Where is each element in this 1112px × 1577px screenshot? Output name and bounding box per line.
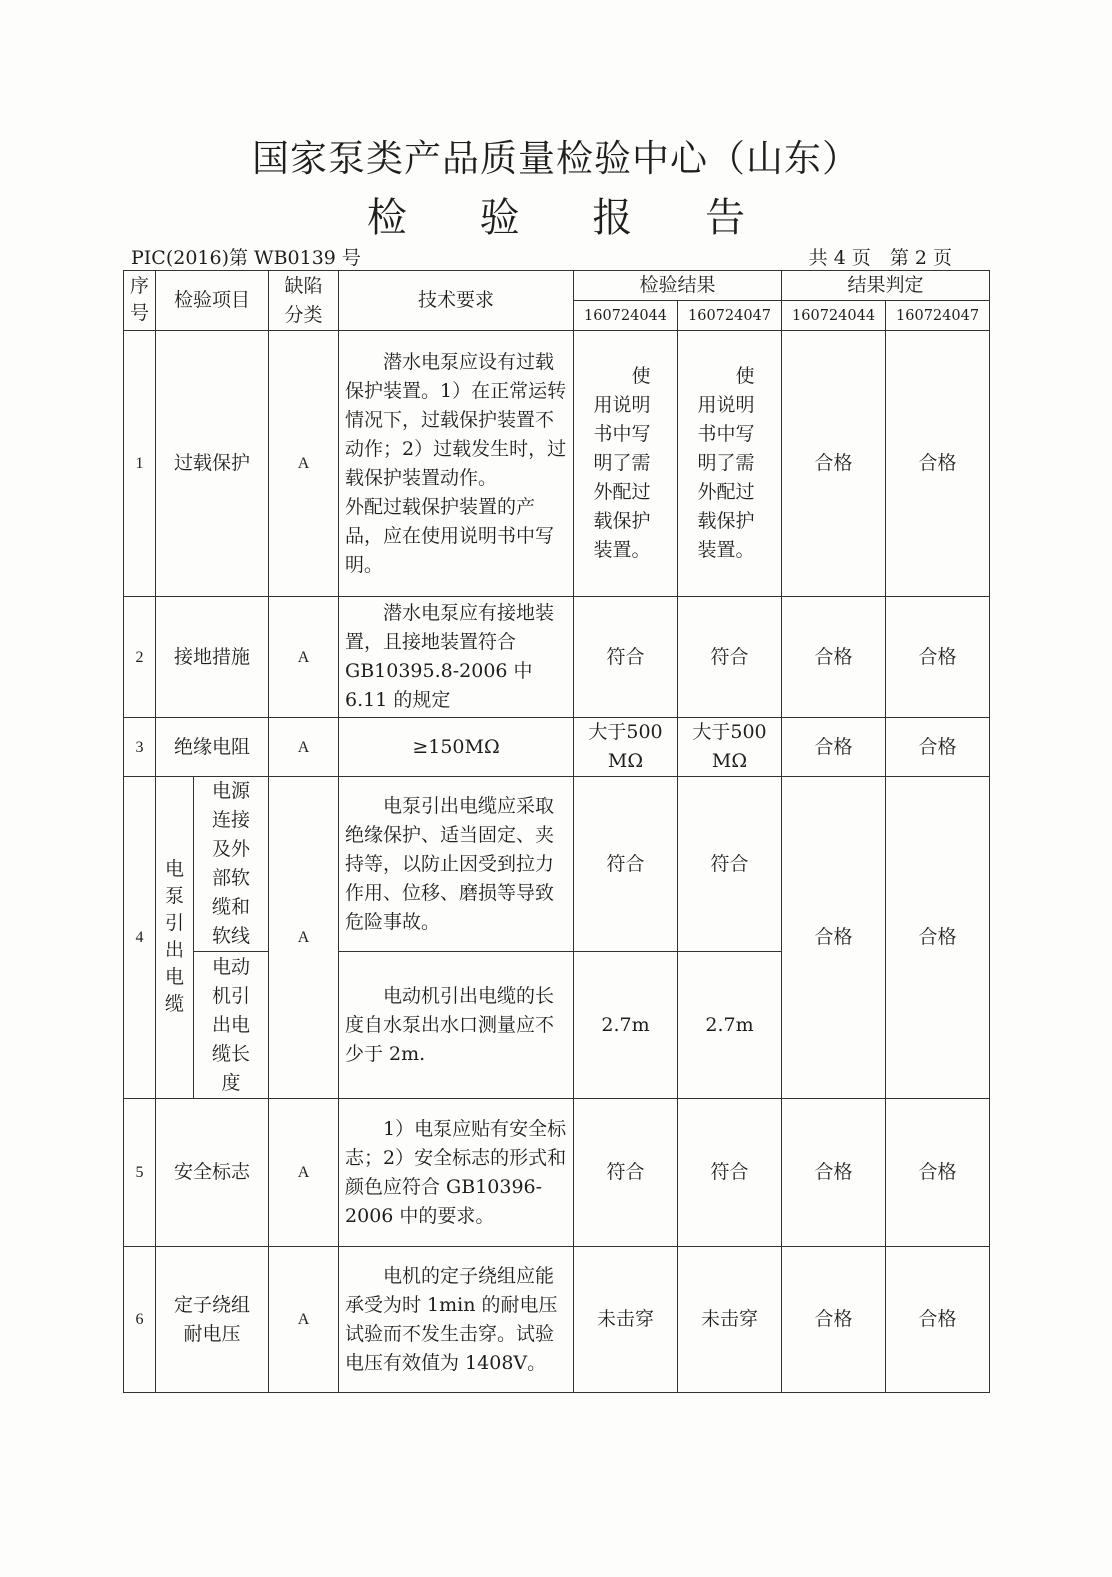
row-judgement-a: 合格 [782, 718, 886, 777]
sample-a-judgement-header: 160724044 [782, 301, 886, 331]
row-number: 1 [124, 331, 156, 597]
row-item: 安全标志 [156, 1099, 269, 1247]
row-judgement-a: 合格 [782, 1099, 886, 1247]
table-row [124, 1247, 990, 1393]
row-result-a: 2.7m [574, 952, 678, 1099]
page-info: 共 4 页 第 2 页 [808, 247, 952, 269]
table-row [124, 777, 990, 952]
row-item: 绝缘电阻 [156, 718, 269, 777]
row-requirement: 电机的定子绕组应能承受为时 1min 的耐电压试验而不发生击穿。试验电压有效值为 1408V。 [339, 1247, 574, 1393]
row-class: A [269, 597, 339, 718]
col-results-header: 检验结果 [574, 271, 782, 301]
report-number: PIC(2016)第 WB0139 号 [131, 247, 361, 269]
row-class: A [269, 1247, 339, 1393]
row-item: 电泵引出电缆 [156, 777, 194, 1099]
row-item: 过载保护 [156, 331, 269, 597]
row-judgement-b: 合格 [886, 1099, 990, 1247]
col-seq-header: 序号 [124, 271, 156, 331]
row-number: 6 [124, 1247, 156, 1393]
col-item-header: 检验项目 [156, 271, 269, 331]
row-number: 4 [124, 777, 156, 1099]
row-number: 5 [124, 1099, 156, 1247]
row-requirement: 1）电泵应贴有安全标志；2）安全标志的形式和颜色应符合 GB10396-2006 中的要求。 [339, 1099, 574, 1247]
row-result-b: 符合 [678, 777, 782, 952]
row-judgement-b: 合格 [886, 597, 990, 718]
row-class: A [269, 1099, 339, 1247]
col-requirement-header: 技术要求 [339, 271, 574, 331]
row-class: A [269, 777, 339, 1099]
row-judgement-b: 合格 [886, 718, 990, 777]
row-result-b: 使用说明书中写明了需外配过载保护装置。 [678, 331, 782, 597]
row-subitem: 电动机引出电缆长度 [194, 952, 269, 1099]
table-row [124, 718, 990, 777]
table-row [124, 331, 990, 597]
row-result-a: 符合 [574, 777, 678, 952]
row-requirement: ≥150MΩ [339, 718, 574, 777]
page-title: 国家泵类产品质量检验中心（山东） [252, 137, 860, 180]
row-judgement-b: 合格 [886, 777, 990, 1099]
row-number: 2 [124, 597, 156, 718]
row-result-a: 使用说明书中写明了需外配过载保护装置。 [574, 331, 678, 597]
table-row [124, 597, 990, 718]
sample-a-result-header: 160724044 [574, 301, 678, 331]
sample-b-result-header: 160724047 [678, 301, 782, 331]
page-subtitle [0, 186, 1112, 243]
row-item: 接地措施 [156, 597, 269, 718]
row-number: 3 [124, 718, 156, 777]
row-requirement: 潜水电泵应设有过载保护装置。1）在正常运转情况下，过载保护装置不动作；2）过载发生时，过载保护装置动作。 外配过载保护装置的产品，应在使用说明书中写明。 [339, 331, 574, 597]
sample-b-judgement-header: 160724047 [886, 301, 990, 331]
page-subtitle-text: 检 验 报 告 [366, 195, 776, 241]
row-judgement-b: 合格 [886, 1247, 990, 1393]
row-class: A [269, 331, 339, 597]
row-judgement-a: 合格 [782, 777, 886, 1099]
row-item: 定子绕组耐电压 [156, 1247, 269, 1393]
row-result-a: 大于500MΩ [574, 718, 678, 777]
row-requirement: 潜水电泵应有接地装置，且接地装置符合 GB10395.8-2006 中 6.11 的规定 [339, 597, 574, 718]
inspection-table [123, 270, 990, 1393]
row-result-a: 未击穿 [574, 1247, 678, 1393]
row-result-a: 符合 [574, 1099, 678, 1247]
row-subitem: 电源连接及外部软缆和软线 [194, 777, 269, 952]
row-result-b: 符合 [678, 1099, 782, 1247]
row-judgement-b: 合格 [886, 331, 990, 597]
col-class-header: 缺陷分类 [269, 271, 339, 331]
header-row [124, 271, 990, 301]
row-judgement-a: 合格 [782, 597, 886, 718]
table-row [124, 1099, 990, 1247]
row-result-b: 符合 [678, 597, 782, 718]
row-result-b: 大于500MΩ [678, 718, 782, 777]
row-result-b: 未击穿 [678, 1247, 782, 1393]
row-result-b: 2.7m [678, 952, 782, 1099]
row-judgement-a: 合格 [782, 331, 886, 597]
row-result-a: 符合 [574, 597, 678, 718]
row-requirement: 电动机引出电缆的长度自水泵出水口测量应不少于 2m. [339, 952, 574, 1099]
row-class: A [269, 718, 339, 777]
row-judgement-a: 合格 [782, 1247, 886, 1393]
row-requirement: 电泵引出电缆应采取绝缘保护、适当固定、夹持等，以防止因受到拉力作用、位移、磨损等导致危险事故。 [339, 777, 574, 952]
col-judgement-header: 结果判定 [782, 271, 990, 301]
